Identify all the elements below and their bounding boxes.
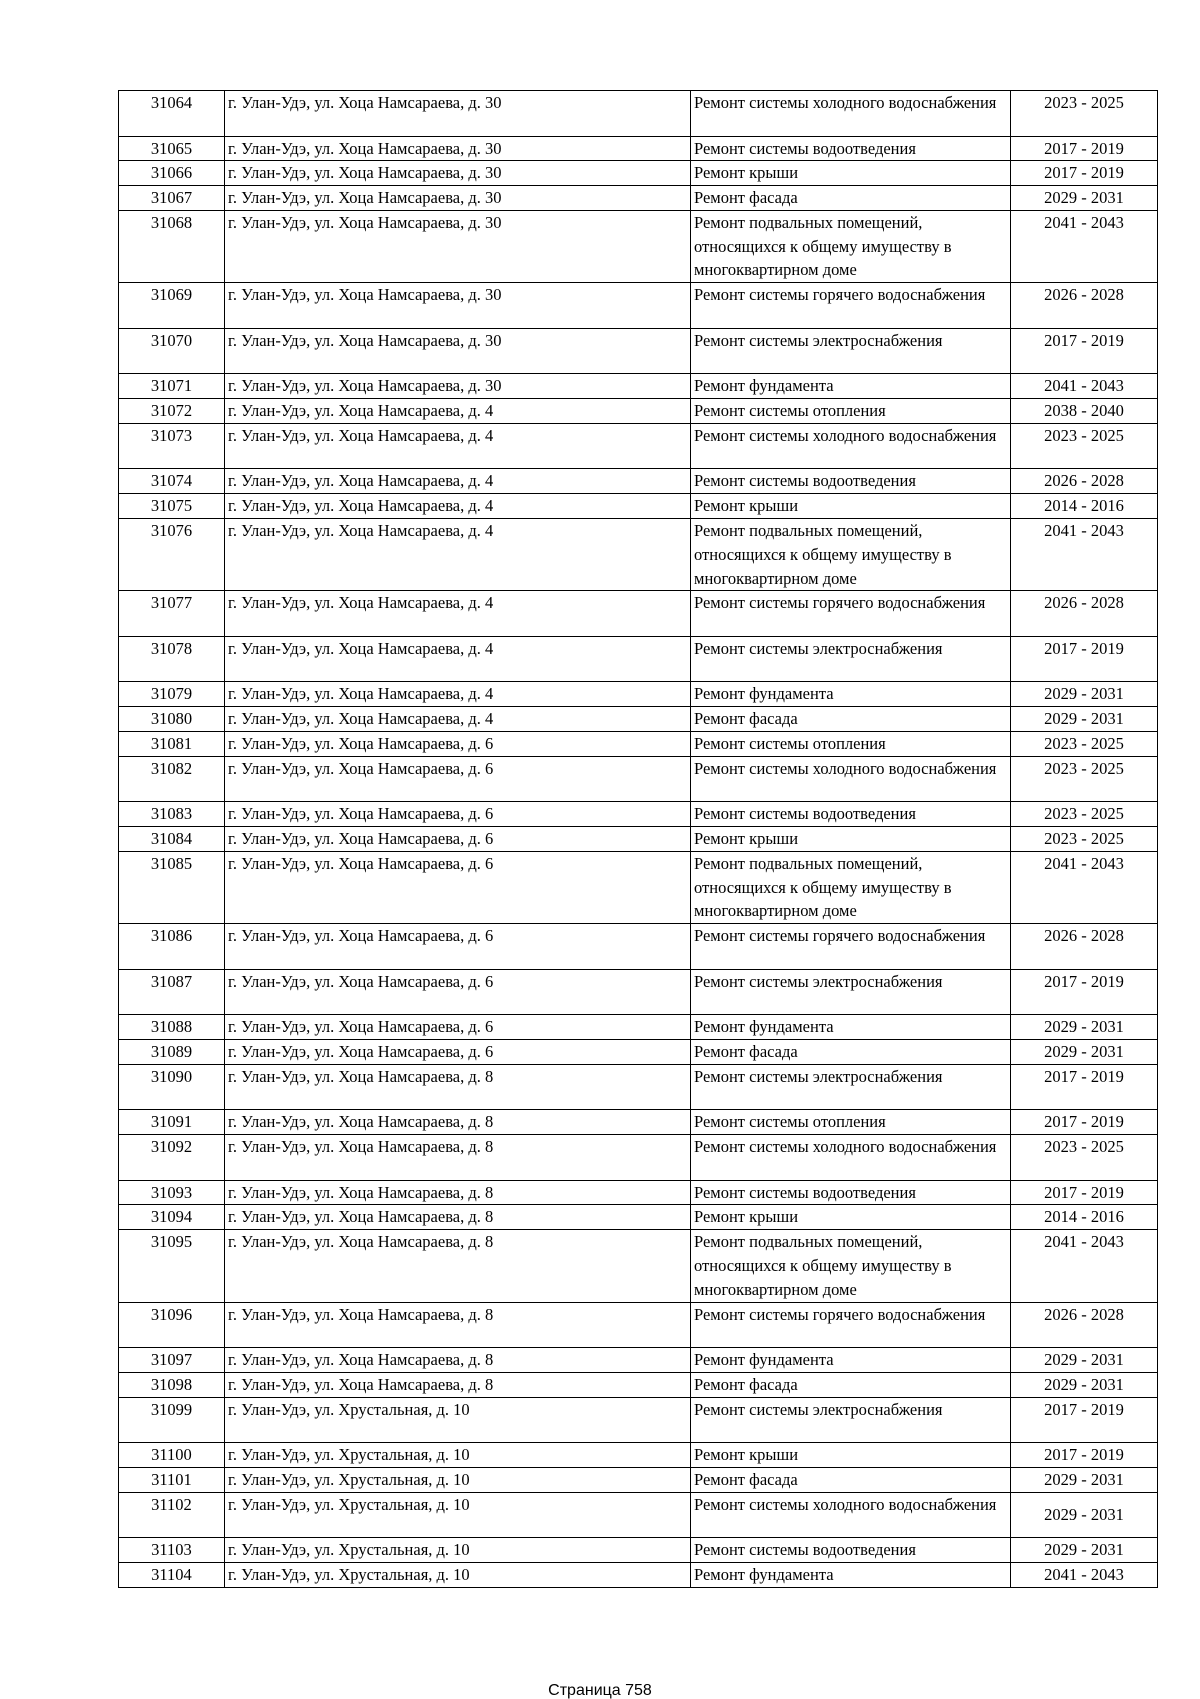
row-id: 31102 bbox=[119, 1492, 225, 1538]
table-row bbox=[119, 1180, 1158, 1205]
row-id: 31071 bbox=[119, 374, 225, 399]
table-row bbox=[119, 827, 1158, 852]
row-work-type: Ремонт фундамента bbox=[691, 1563, 1011, 1588]
row-work-type: Ремонт крыши bbox=[691, 1205, 1011, 1230]
row-work-type: Ремонт системы холодного водоснабжения bbox=[691, 756, 1011, 802]
row-address: г. Улан-Удэ, ул. Хоца Намсараева, д. 4 bbox=[225, 518, 691, 590]
row-period: 2029 - 2031 bbox=[1011, 1015, 1158, 1040]
row-address: г. Улан-Удэ, ул. Хрустальная, д. 10 bbox=[225, 1443, 691, 1468]
row-period: 2029 - 2031 bbox=[1011, 1538, 1158, 1563]
table-row bbox=[119, 802, 1158, 827]
row-work-type: Ремонт крыши bbox=[691, 827, 1011, 852]
row-id: 31069 bbox=[119, 283, 225, 329]
row-id: 31097 bbox=[119, 1348, 225, 1373]
table-row bbox=[119, 469, 1158, 494]
row-address: г. Улан-Удэ, ул. Хоца Намсараева, д. 30 bbox=[225, 283, 691, 329]
row-id: 31091 bbox=[119, 1110, 225, 1135]
table-row bbox=[119, 399, 1158, 424]
row-period: 2017 - 2019 bbox=[1011, 1397, 1158, 1443]
row-period: 2026 - 2028 bbox=[1011, 924, 1158, 970]
row-address: г. Улан-Удэ, ул. Хоца Намсараева, д. 6 bbox=[225, 1015, 691, 1040]
table-row bbox=[119, 1302, 1158, 1348]
table-row bbox=[119, 1348, 1158, 1373]
row-address: г. Улан-Удэ, ул. Хоца Намсараева, д. 8 bbox=[225, 1302, 691, 1348]
row-work-type: Ремонт фундамента bbox=[691, 682, 1011, 707]
table-row bbox=[119, 283, 1158, 329]
table-row bbox=[119, 851, 1158, 923]
row-period: 2029 - 2031 bbox=[1011, 1040, 1158, 1065]
row-id: 31104 bbox=[119, 1563, 225, 1588]
table-row bbox=[119, 1443, 1158, 1468]
row-period: 2017 - 2019 bbox=[1011, 1180, 1158, 1205]
row-address: г. Улан-Удэ, ул. Хоца Намсараева, д. 4 bbox=[225, 636, 691, 682]
row-work-type: Ремонт системы горячего водоснабжения bbox=[691, 924, 1011, 970]
row-address: г. Улан-Удэ, ул. Хоца Намсараева, д. 8 bbox=[225, 1110, 691, 1135]
row-id: 31072 bbox=[119, 399, 225, 424]
table-row bbox=[119, 1230, 1158, 1302]
row-work-type: Ремонт подвальных помещений, относящихся к общему имуществу в многоквартирном доме bbox=[691, 210, 1011, 282]
row-work-type: Ремонт крыши bbox=[691, 494, 1011, 519]
row-work-type: Ремонт системы горячего водоснабжения bbox=[691, 591, 1011, 637]
row-address: г. Улан-Удэ, ул. Хоца Намсараева, д. 6 bbox=[225, 802, 691, 827]
table-row bbox=[119, 136, 1158, 161]
row-work-type: Ремонт системы электроснабжения bbox=[691, 636, 1011, 682]
table-row bbox=[119, 969, 1158, 1015]
row-address: г. Улан-Удэ, ул. Хоца Намсараева, д. 30 bbox=[225, 374, 691, 399]
row-id: 31087 bbox=[119, 969, 225, 1015]
table-row bbox=[119, 682, 1158, 707]
row-period: 2023 - 2025 bbox=[1011, 802, 1158, 827]
row-work-type: Ремонт крыши bbox=[691, 1443, 1011, 1468]
row-id: 31101 bbox=[119, 1468, 225, 1493]
row-id: 31094 bbox=[119, 1205, 225, 1230]
row-period: 2023 - 2025 bbox=[1011, 91, 1158, 137]
table-row bbox=[119, 1397, 1158, 1443]
row-period: 2017 - 2019 bbox=[1011, 969, 1158, 1015]
row-period: 2017 - 2019 bbox=[1011, 328, 1158, 374]
row-address: г. Улан-Удэ, ул. Хоца Намсараева, д. 30 bbox=[225, 91, 691, 137]
row-address: г. Улан-Удэ, ул. Хрустальная, д. 10 bbox=[225, 1492, 691, 1538]
row-address: г. Улан-Удэ, ул. Хоца Намсараева, д. 30 bbox=[225, 161, 691, 186]
row-address: г. Улан-Удэ, ул. Хоца Намсараева, д. 30 bbox=[225, 328, 691, 374]
row-period: 2029 - 2031 bbox=[1011, 186, 1158, 211]
table-row bbox=[119, 518, 1158, 590]
table-row bbox=[119, 636, 1158, 682]
table-row bbox=[119, 1538, 1158, 1563]
row-id: 31077 bbox=[119, 591, 225, 637]
table-row bbox=[119, 1492, 1158, 1538]
row-id: 31067 bbox=[119, 186, 225, 211]
row-id: 31089 bbox=[119, 1040, 225, 1065]
row-work-type: Ремонт системы холодного водоснабжения bbox=[691, 423, 1011, 469]
row-address: г. Улан-Удэ, ул. Хрустальная, д. 10 bbox=[225, 1397, 691, 1443]
row-period: 2017 - 2019 bbox=[1011, 1443, 1158, 1468]
row-work-type: Ремонт системы электроснабжения bbox=[691, 328, 1011, 374]
row-id: 31084 bbox=[119, 827, 225, 852]
row-work-type: Ремонт системы холодного водоснабжения bbox=[691, 1135, 1011, 1181]
row-period: 2023 - 2025 bbox=[1011, 827, 1158, 852]
row-id: 31093 bbox=[119, 1180, 225, 1205]
table-row bbox=[119, 1110, 1158, 1135]
row-period: 2041 - 2043 bbox=[1011, 1563, 1158, 1588]
row-id: 31090 bbox=[119, 1064, 225, 1110]
row-id: 31075 bbox=[119, 494, 225, 519]
row-period: 2017 - 2019 bbox=[1011, 1064, 1158, 1110]
row-period: 2014 - 2016 bbox=[1011, 494, 1158, 519]
row-address: г. Улан-Удэ, ул. Хоца Намсараева, д. 6 bbox=[225, 827, 691, 852]
row-period: 2014 - 2016 bbox=[1011, 1205, 1158, 1230]
row-work-type: Ремонт фасада bbox=[691, 707, 1011, 732]
table-row bbox=[119, 1372, 1158, 1397]
row-period: 2029 - 2031 bbox=[1011, 707, 1158, 732]
page-number: Страница 758 bbox=[548, 1682, 652, 1699]
row-address: г. Улан-Удэ, ул. Хоца Намсараева, д. 4 bbox=[225, 591, 691, 637]
table-row bbox=[119, 1064, 1158, 1110]
row-id: 31099 bbox=[119, 1397, 225, 1443]
row-period: 2029 - 2031 bbox=[1011, 1372, 1158, 1397]
row-address: г. Улан-Удэ, ул. Хоца Намсараева, д. 8 bbox=[225, 1348, 691, 1373]
row-id: 31074 bbox=[119, 469, 225, 494]
row-id: 31079 bbox=[119, 682, 225, 707]
row-work-type: Ремонт крыши bbox=[691, 161, 1011, 186]
row-work-type: Ремонт системы электроснабжения bbox=[691, 1397, 1011, 1443]
row-period: 2041 - 2043 bbox=[1011, 851, 1158, 923]
row-address: г. Улан-Удэ, ул. Хоца Намсараева, д. 8 bbox=[225, 1064, 691, 1110]
row-id: 31086 bbox=[119, 924, 225, 970]
row-address: г. Улан-Удэ, ул. Хоца Намсараева, д. 4 bbox=[225, 494, 691, 519]
row-id: 31082 bbox=[119, 756, 225, 802]
row-address: г. Улан-Удэ, ул. Хрустальная, д. 10 bbox=[225, 1563, 691, 1588]
row-id: 31066 bbox=[119, 161, 225, 186]
table-row bbox=[119, 707, 1158, 732]
row-address: г. Улан-Удэ, ул. Хоца Намсараева, д. 6 bbox=[225, 1040, 691, 1065]
table-row bbox=[119, 1563, 1158, 1588]
row-work-type: Ремонт системы отопления bbox=[691, 399, 1011, 424]
table-row bbox=[119, 210, 1158, 282]
row-work-type: Ремонт системы водоотведения bbox=[691, 802, 1011, 827]
table-row bbox=[119, 1468, 1158, 1493]
row-id: 31070 bbox=[119, 328, 225, 374]
row-period: 2026 - 2028 bbox=[1011, 591, 1158, 637]
row-work-type: Ремонт подвальных помещений, относящихся к общему имуществу в многоквартирном доме bbox=[691, 518, 1011, 590]
table-row bbox=[119, 374, 1158, 399]
row-work-type: Ремонт системы отопления bbox=[691, 1110, 1011, 1135]
row-period: 2038 - 2040 bbox=[1011, 399, 1158, 424]
row-work-type: Ремонт системы водоотведения bbox=[691, 1180, 1011, 1205]
row-id: 31073 bbox=[119, 423, 225, 469]
row-address: г. Улан-Удэ, ул. Хоца Намсараева, д. 30 bbox=[225, 136, 691, 161]
table-row bbox=[119, 1135, 1158, 1181]
row-id: 31103 bbox=[119, 1538, 225, 1563]
row-period: 2041 - 2043 bbox=[1011, 1230, 1158, 1302]
row-period: 2023 - 2025 bbox=[1011, 756, 1158, 802]
row-address: г. Улан-Удэ, ул. Хоца Намсараева, д. 4 bbox=[225, 469, 691, 494]
row-work-type: Ремонт подвальных помещений, относящихся к общему имуществу в многоквартирном доме bbox=[691, 851, 1011, 923]
row-period: 2041 - 2043 bbox=[1011, 374, 1158, 399]
row-address: г. Улан-Удэ, ул. Хоца Намсараева, д. 30 bbox=[225, 186, 691, 211]
row-id: 31096 bbox=[119, 1302, 225, 1348]
row-work-type: Ремонт фасада bbox=[691, 1468, 1011, 1493]
row-id: 31065 bbox=[119, 136, 225, 161]
row-address: г. Улан-Удэ, ул. Хоца Намсараева, д. 4 bbox=[225, 707, 691, 732]
table-row bbox=[119, 423, 1158, 469]
row-id: 31064 bbox=[119, 91, 225, 137]
row-period: 2017 - 2019 bbox=[1011, 636, 1158, 682]
table-row bbox=[119, 591, 1158, 637]
row-work-type: Ремонт фундамента bbox=[691, 374, 1011, 399]
row-period: 2017 - 2019 bbox=[1011, 136, 1158, 161]
row-work-type: Ремонт системы водоотведения bbox=[691, 136, 1011, 161]
row-id: 31080 bbox=[119, 707, 225, 732]
row-address: г. Улан-Удэ, ул. Хоца Намсараева, д. 4 bbox=[225, 423, 691, 469]
row-period: 2041 - 2043 bbox=[1011, 518, 1158, 590]
row-work-type: Ремонт фундамента bbox=[691, 1348, 1011, 1373]
row-work-type: Ремонт системы электроснабжения bbox=[691, 969, 1011, 1015]
row-id: 31083 bbox=[119, 802, 225, 827]
row-period: 2041 - 2043 bbox=[1011, 210, 1158, 282]
row-period: 2026 - 2028 bbox=[1011, 283, 1158, 329]
row-period: 2023 - 2025 bbox=[1011, 731, 1158, 756]
row-address: г. Улан-Удэ, ул. Хоца Намсараева, д. 4 bbox=[225, 399, 691, 424]
row-address: г. Улан-Удэ, ул. Хоца Намсараева, д. 8 bbox=[225, 1230, 691, 1302]
row-id: 31068 bbox=[119, 210, 225, 282]
row-period: 2029 - 2031 bbox=[1011, 1348, 1158, 1373]
row-id: 31095 bbox=[119, 1230, 225, 1302]
row-work-type: Ремонт подвальных помещений, относящихся к общему имуществу в многоквартирном доме bbox=[691, 1230, 1011, 1302]
table-row bbox=[119, 186, 1158, 211]
table-row bbox=[119, 1205, 1158, 1230]
table-row bbox=[119, 924, 1158, 970]
row-work-type: Ремонт системы горячего водоснабжения bbox=[691, 1302, 1011, 1348]
row-work-type: Ремонт системы отопления bbox=[691, 731, 1011, 756]
row-address: г. Улан-Удэ, ул. Хрустальная, д. 10 bbox=[225, 1468, 691, 1493]
row-work-type: Ремонт системы водоотведения bbox=[691, 469, 1011, 494]
row-address: г. Улан-Удэ, ул. Хоца Намсараева, д. 8 bbox=[225, 1135, 691, 1181]
row-work-type: Ремонт фундамента bbox=[691, 1015, 1011, 1040]
row-id: 31081 bbox=[119, 731, 225, 756]
row-period: 2023 - 2025 bbox=[1011, 1135, 1158, 1181]
row-period: 2017 - 2019 bbox=[1011, 161, 1158, 186]
table-row bbox=[119, 494, 1158, 519]
row-work-type: Ремонт фасада bbox=[691, 186, 1011, 211]
row-period: 2026 - 2028 bbox=[1011, 1302, 1158, 1348]
row-work-type: Ремонт фасада bbox=[691, 1372, 1011, 1397]
row-id: 31076 bbox=[119, 518, 225, 590]
row-address: г. Улан-Удэ, ул. Хоца Намсараева, д. 30 bbox=[225, 210, 691, 282]
row-period: 2026 - 2028 bbox=[1011, 469, 1158, 494]
row-address: г. Улан-Удэ, ул. Хоца Намсараева, д. 8 bbox=[225, 1372, 691, 1397]
table-row bbox=[119, 1040, 1158, 1065]
repair-schedule-table bbox=[118, 90, 1158, 1588]
row-work-type: Ремонт системы водоотведения bbox=[691, 1538, 1011, 1563]
row-work-type: Ремонт системы горячего водоснабжения bbox=[691, 283, 1011, 329]
row-period: 2029 - 2031 bbox=[1011, 682, 1158, 707]
row-period: 2023 - 2025 bbox=[1011, 423, 1158, 469]
row-period: 2029 - 2031 bbox=[1011, 1468, 1158, 1493]
row-work-type: Ремонт системы холодного водоснабжения bbox=[691, 1492, 1011, 1538]
table-row bbox=[119, 328, 1158, 374]
row-period: 2029 - 2031 bbox=[1011, 1492, 1158, 1538]
row-address: г. Улан-Удэ, ул. Хоца Намсараева, д. 8 bbox=[225, 1205, 691, 1230]
row-work-type: Ремонт системы электроснабжения bbox=[691, 1064, 1011, 1110]
row-address: г. Улан-Удэ, ул. Хоца Намсараева, д. 6 bbox=[225, 851, 691, 923]
row-address: г. Улан-Удэ, ул. Хоца Намсараева, д. 6 bbox=[225, 756, 691, 802]
row-id: 31085 bbox=[119, 851, 225, 923]
table-row bbox=[119, 161, 1158, 186]
row-id: 31098 bbox=[119, 1372, 225, 1397]
table-body bbox=[119, 91, 1158, 1588]
table-row bbox=[119, 731, 1158, 756]
row-work-type: Ремонт системы холодного водоснабжения bbox=[691, 91, 1011, 137]
row-address: г. Улан-Удэ, ул. Хоца Намсараева, д. 8 bbox=[225, 1180, 691, 1205]
row-address: г. Улан-Удэ, ул. Хрустальная, д. 10 bbox=[225, 1538, 691, 1563]
row-address: г. Улан-Удэ, ул. Хоца Намсараева, д. 6 bbox=[225, 731, 691, 756]
table-row bbox=[119, 91, 1158, 137]
row-id: 31078 bbox=[119, 636, 225, 682]
table-row bbox=[119, 1015, 1158, 1040]
table-row bbox=[119, 756, 1158, 802]
row-id: 31088 bbox=[119, 1015, 225, 1040]
row-id: 31092 bbox=[119, 1135, 225, 1181]
row-period: 2017 - 2019 bbox=[1011, 1110, 1158, 1135]
row-address: г. Улан-Удэ, ул. Хоца Намсараева, д. 6 bbox=[225, 924, 691, 970]
row-address: г. Улан-Удэ, ул. Хоца Намсараева, д. 6 bbox=[225, 969, 691, 1015]
row-id: 31100 bbox=[119, 1443, 225, 1468]
row-work-type: Ремонт фасада bbox=[691, 1040, 1011, 1065]
row-address: г. Улан-Удэ, ул. Хоца Намсараева, д. 4 bbox=[225, 682, 691, 707]
